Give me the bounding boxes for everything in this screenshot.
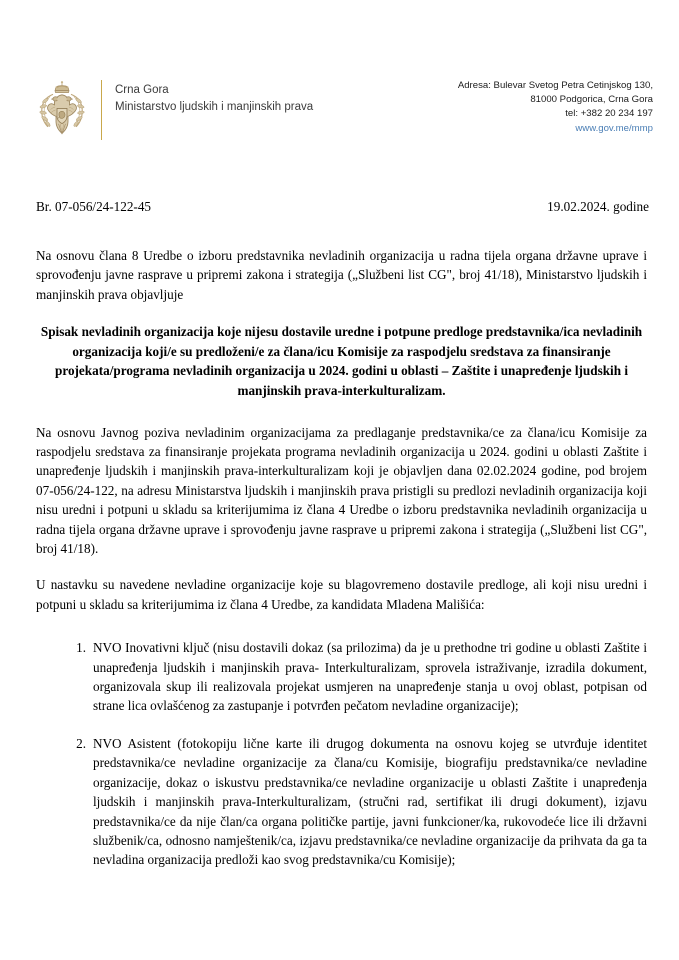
document-title: Spisak nevladinih organizacija koje nijesu dostavile uredne i potpune predloge predstavnika/ica nevladinih organizacija koji/e su predloženi/e za člana/icu Komisije za raspodjelu sredstava za finansiranje projekata/programa nevladinih organizacija u 2024. godini u oblasti – Zaštite i unapređenje ljudskih i manjinskih prava-interkulturalizam. [40,324,643,398]
branding-divider [101,80,102,140]
address-line-1: Adresa: Bulevar Svetog Petra Cetinjskog 130, [457,80,653,91]
reference-line [36,198,649,216]
country-name: Crna Gora [115,84,169,96]
contact-block [458,78,653,136]
list-lead-in-paragraph: U nastavku su navedene nevladine organizacije koje su blagovremeno dostavile predloge, ali koji nisu uredni i potpuni u skladu sa kriterijumima iz člana 4 Uredbe, za kandidata Mladena Mališića: [36,577,647,612]
list-item: NVO Inovativni ključ (nisu dostavili dokaz (sa prilozima) da je u prethodne tri godine u oblasti Zaštite i unapređenja ljudskih i manjinskih prava- Interkulturalizam, sprovela istraživanje, izradila dokument, organizovala skup ili realizovala projekat usmjeren na unapređenje stanja u ovoj oblast, potpisan od strane lica ovlašćenog za zastupanje i potvrđen pečatom nevladine organizacije); [93,640,647,714]
address-line-2: 81000 Podgorica, Crna Gora [530,94,653,106]
ministry-name: Ministarstvo ljudskih i manjinskih prava [115,101,314,113]
letterhead [0,78,679,154]
ministry-branding [34,78,313,142]
document-number: Br. 07-056/24-122-45 [36,199,152,214]
document-body [36,246,647,888]
list-item: NVO Asistent (fotokopiju lične karte ili drugog dokumenta na osnovu kojeg se utvrđuje identitet predstavnika/ce nevladine organizacije za člana/cu Komisije, biografiju predstavnika/ce nevladine organizacije, dokaz o iskustvu predstavnika/ce nevladine organizacije u oblasti Zaštite i unapređenja ljudskih i manjinskih prava-Interkulturalizam, (stručni rad, sertifikat ili drugi dokument), izjavu predstavnika/ce da nije član/ca organa političke partije, javni funkcioner/ka, rukovodeće lice ili državni službenik/ca, odnosno namještenik/ca, izjavu predstavnika/ce nevladine organizacije da prihvata da ga ta nevladina organizacija predloži kao svog predstavnika/cu Komisije); [93,735,647,868]
montenegro-coat-of-arms-icon [34,78,90,140]
website-link[interactable]: www.gov.me/mmp [575,122,653,134]
phone-number: tel: +382 20 234 197 [565,108,653,120]
intro-paragraph: Na osnovu člana 8 Uredbe o izboru predstavnika nevladinih organizacija u radna tijela organa državne uprave i sprovođenju javne rasprave u pripremi zakona i strategija („Službeni list CG", broj 41/18), Ministarstvo ljudskih i manjinskih prava objavljuje [36,248,647,302]
ministry-name-block [115,78,313,142]
nvo-list [36,638,647,869]
second-paragraph: Na osnovu Javnog poziva nevladinim organizacijama za predlaganje predstavnika/ce za člana/icu Komisije za raspodjelu sredstava za finansiranje projekata programa nevladinih organizacija u 2024. godini u oblasti Zaštite i unapređenje ljudskih i manjinskih prava-interkulturalizam koji je objavljen dana 02.02.2024 godine, pod brojem 07-056/24-122, na adresu Ministarstva ljudskih i manjinskih prava pristigli su predlozi nevladinih organizacija koji nisu uredni i potpuni u skladu sa kriterijumima iz člana 4 Uredbe o izboru predstavnika nevladinih organizacija u radna tijela organa državne uprave i sprovođenju javne rasprave u pripremi zakona i strategija („Službeni list CG", broj 41/18). [36,424,647,557]
document-date: 19.02.2024. godine [547,199,649,214]
